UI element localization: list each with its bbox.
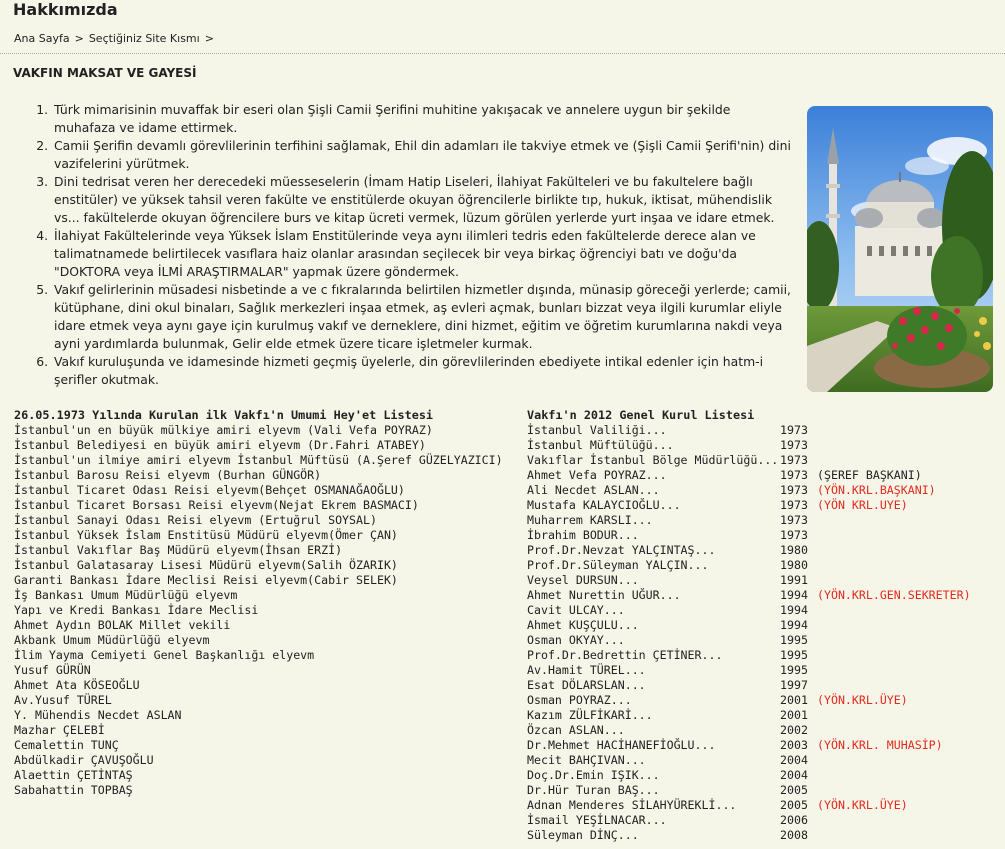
founder-row: İstanbul Vakıflar Baş Müdürü elyevm(İhsan ERZİ): [14, 543, 343, 557]
member-row: [527, 513, 1005, 528]
purpose-item: 1. Türk mimarisinin muvaffak bir eseri olan Şişli Camii Şerifini muhitine yakışacak ve annelere uygun bir şekilde muhafaza ve idame ettirmek.: [52, 101, 794, 137]
dotted-divider: [0, 53, 1005, 54]
founder-row: Cemalettin TUNÇ: [14, 738, 119, 752]
member-year: 1980: [780, 543, 808, 557]
member-year: 1995: [780, 648, 808, 662]
member-name: Osman POYRAZ...: [527, 693, 632, 707]
founder-row: Mazhar ÇELEBİ: [14, 723, 105, 737]
member-name: Vakıflar İstanbul Bölge Müdürlüğü...: [527, 453, 779, 467]
member-name: Doç.Dr.Emin IŞIK...: [527, 768, 660, 782]
founder-row: İstanbul Yüksek İslam Enstitüsü Müdürü elyevm(Ömer ÇAN): [14, 528, 398, 542]
member-row: [527, 768, 1005, 783]
member-year: 1980: [780, 558, 808, 572]
founder-row: Av.Yusuf TÜREL: [14, 693, 112, 707]
member-role: (YÖN.KRL.BAŞKANI): [817, 483, 936, 497]
purposes-list: [14, 101, 794, 389]
founder-row: İstanbul Belediyesi en büyük amiri elyevm (Dr.Fahri ATABEY): [14, 438, 426, 452]
founder-row: İstanbul Galatasaray Lisesi Müdürü elyevm(Salih ÖZARIK): [14, 558, 398, 572]
members-title: Vakfı'n 2012 Genel Kurul Listesi: [527, 408, 755, 422]
member-year: 2001: [780, 693, 808, 707]
member-name: İstanbul Müftülüğü...: [527, 438, 674, 452]
member-year: 2003: [780, 738, 808, 752]
member-row: [527, 588, 1005, 603]
founder-row: İstanbul'un en büyük mülkiye amiri elyevm (Vali Vefa POYRAZ): [14, 423, 433, 437]
breadcrumb: [14, 32, 219, 45]
breadcrumb-separator: >: [204, 32, 214, 45]
member-name: Adnan Menderes SİLAHYÜREKLİ...: [527, 798, 737, 812]
member-name: Prof.Dr.Nevzat YALÇINTAŞ...: [527, 543, 716, 557]
member-row: [527, 723, 1005, 738]
member-name: Ali Necdet ASLAN...: [527, 483, 660, 497]
member-year: 1994: [780, 618, 808, 632]
member-row: [527, 663, 1005, 678]
member-year: 2004: [780, 753, 808, 767]
member-year: 1973: [780, 438, 808, 452]
member-year: 2006: [780, 813, 808, 827]
member-role: (ŞEREF BAŞKANI): [817, 468, 922, 482]
member-name: Dr.Mehmet HACİHANEFİOĞLU...: [527, 738, 716, 752]
member-year: 2002: [780, 723, 808, 737]
purpose-item: 5. Vakıf gelirlerinin müsadesi nisbetinde a ve c fıkralarında belirtilen hizmetler dışında, münasip göreceği yerlerde; camii, kütüphane, dini okul binaları, Sağlık merkezleri inşaa etmek, aş evleri açmak, bunları bizzat veya ilgili kurumlar eliyle idare etmek veya aynı gaye için kurulmuş vakıf ve derneklere, dini hizmet, eğitim ve öğretim kurumlarına nakdi veya ayni yardımlarda bulunmak, Gelir elde etmek üzere ticare işletmeler kurmak.: [52, 281, 794, 353]
member-role: (YÖN.KRL.ÜYE): [817, 798, 908, 812]
purpose-item: 2. Camii Şerifin devamlı görevlilerinin terfihini sağlamak, Ehil din adamları ile takviye etmek ve (Şişli Camii Şerifi'nin) dini vazifelerini yürütmek.: [52, 137, 794, 173]
member-name: Dr.Hür Turan BAŞ...: [527, 783, 660, 797]
founder-row: Sabahattin TOPBAŞ: [14, 783, 133, 797]
member-year: 1991: [780, 573, 808, 587]
member-year: 2004: [780, 768, 808, 782]
member-row: [527, 543, 1005, 558]
breadcrumb-separator: >: [74, 32, 84, 45]
founder-row: Ahmet Aydın BOLAK Millet vekili: [14, 618, 231, 632]
member-row: [527, 528, 1005, 543]
member-name: İsmail YEŞİLNACAR...: [527, 813, 667, 827]
member-year: 2005: [780, 798, 808, 812]
member-name: Mustafa KALAYCIOĞLU...: [527, 498, 681, 512]
founder-row: Abdülkadir ÇAVUŞOĞLU: [14, 753, 154, 767]
founders-title: 26.05.1973 Yılında Kurulan ilk Vakfı'n Umumi Hey'et Listesi: [14, 408, 434, 422]
member-role: (YÖN.KRL. MUHASİP): [817, 738, 943, 752]
members-list: [527, 408, 1005, 843]
member-name: Av.Hamit TÜREL...: [527, 663, 646, 677]
founder-row: İstanbul Ticaret Odası Reisi elyevm(Behçet OSMANAĞAOĞLU): [14, 483, 405, 497]
founder-row: Yusuf GÜRÜN: [14, 663, 91, 677]
founder-row: Ahmet Ata KÖSEOĞLU: [14, 678, 140, 692]
member-name: İstanbul Valiliği...: [527, 423, 667, 437]
member-row: [527, 558, 1005, 573]
member-name: Süleyman DİNÇ...: [527, 828, 639, 842]
founder-row: Alaettin ÇETİNTAŞ: [14, 768, 133, 782]
founder-row: İstanbul Sanayi Odası Reisi elyevm (Ertuğrul SOYSAL): [14, 513, 377, 527]
founder-row: İstanbul Ticaret Borsası Reisi elyevm(Nejat Ekrem BASMACI): [14, 498, 419, 512]
founder-row: İş Bankası Umum Müdürlüğü elyevm: [14, 588, 238, 602]
member-year: 2005: [780, 783, 808, 797]
member-name: Mecit BAHÇIVAN...: [527, 753, 646, 767]
founder-row: Yapı ve Kredi Bankası İdare Meclisi: [14, 603, 259, 617]
breadcrumb-current-link[interactable]: Seçtiğiniz Site Kısmı: [88, 32, 200, 45]
member-row: [527, 693, 1005, 708]
member-row: [527, 738, 1005, 753]
founder-row: İstanbul Barosu Reisi elyevm (Burhan GÜNGÖR): [14, 468, 322, 482]
member-name: Ahmet Vefa POYRAZ...: [527, 468, 667, 482]
member-row: [527, 603, 1005, 618]
member-row: [527, 453, 1005, 468]
member-row: [527, 678, 1005, 693]
member-name: Kazım ZÜLFİKARİ...: [527, 708, 653, 722]
member-year: 1995: [780, 633, 808, 647]
member-row: [527, 573, 1005, 588]
member-row: [527, 753, 1005, 768]
breadcrumb-home-link[interactable]: Ana Sayfa: [14, 32, 70, 45]
member-year: 2008: [780, 828, 808, 842]
member-year: 1973: [780, 498, 808, 512]
member-year: 1994: [780, 588, 808, 602]
member-row: [527, 648, 1005, 663]
member-name: Prof.Dr.Bedrettin ÇETİNER...: [527, 648, 723, 662]
founder-row: İstanbul'un ilmiye amiri elyevm İstanbul Müftüsü (A.Şeref GÜZELYAZICI): [14, 453, 503, 467]
member-role: (YÖN.KRL.ÜYE): [817, 693, 908, 707]
member-row: [527, 498, 1005, 513]
member-name: Özcan ASLAN...: [527, 723, 625, 737]
member-name: İbrahim BODUR...: [527, 528, 639, 542]
member-row: [527, 813, 1005, 828]
member-row: [527, 468, 1005, 483]
member-row: [527, 618, 1005, 633]
member-name: Esat DÖLARSLAN...: [527, 678, 646, 692]
member-row: [527, 798, 1005, 813]
member-year: 1973: [780, 468, 808, 482]
purpose-item: 4. İlahiyat Fakültelerinde veya Yüksek İslam Enstitülerinde veya aynı ilimleri tedris eden fakültelerde derece alan ve talimatnamede belirtilecek vasıflara haiz olanlar arasından seçilecek bir veya birkaç öğrenciyi batı ve doğu'da "DOKTORA veya İLMİ ARAŞTIRMALAR" yapmak üzere göndermek.: [52, 227, 794, 281]
member-year: 1973: [780, 483, 808, 497]
founders-list: [14, 408, 514, 798]
member-row: [527, 633, 1005, 648]
member-year: 1973: [780, 423, 808, 437]
purpose-item: 6. Vakıf kuruluşunda ve idamesinde hizmeti geçmiş üyelerle, din görevlilerinden ebediyete intikal edenler için hatm-i şerifler okutmak.: [52, 353, 794, 389]
member-year: 1973: [780, 513, 808, 527]
member-year: 1973: [780, 453, 808, 467]
member-year: 1997: [780, 678, 808, 692]
member-row: [527, 828, 1005, 843]
member-role: (YÖN.KRL.GEN.SEKRETER): [817, 588, 971, 602]
member-row: [527, 423, 1005, 438]
member-year: 1973: [780, 528, 808, 542]
member-name: Prof.Dr.Süleyman YALÇIN...: [527, 558, 709, 572]
member-name: Cavit ULCAY...: [527, 603, 625, 617]
member-name: Ahmet KUŞÇULU...: [527, 618, 639, 632]
member-name: Osman OKYAY...: [527, 633, 625, 647]
page-title: Hakkımızda: [13, 0, 118, 19]
member-row: [527, 708, 1005, 723]
purpose-item: 3. Dini tedrisat veren her derecedeki müesseselerin (İmam Hatip Liseleri, İlahiyat Fakülteleri ve bu fakultelere bağlı enstitüler) ve yüksek tahsil veren fakülte ve enstitülerde okuyan öğrencilerle birlikte tıp, hukuk, iktisat, mühendislik vs... fakültelerde okuyan öğrencilere burs ve kitap ücreti vermek, lüzum görülen yerlerde yurt inşaa ve idare etmek.: [52, 173, 794, 227]
mosque-illustration: [807, 106, 993, 392]
member-name: Veysel DURSUN...: [527, 573, 639, 587]
member-row: [527, 483, 1005, 498]
member-name: Ahmet Nurettin UĞUR...: [527, 588, 681, 602]
section-heading: VAKFIN MAKSAT VE GAYESİ: [13, 66, 197, 80]
member-row: [527, 438, 1005, 453]
member-year: 1994: [780, 603, 808, 617]
founder-row: Akbank Umum Müdürlüğü elyevm: [14, 633, 210, 647]
mosque-photo: [807, 106, 993, 392]
founder-row: İlim Yayma Cemiyeti Genel Başkanlığı elyevm: [14, 648, 315, 662]
member-year: 1995: [780, 663, 808, 677]
founder-row: Garanti Bankası İdare Meclisi Reisi elyevm(Cabir SELEK): [14, 573, 398, 587]
member-row: [527, 783, 1005, 798]
member-role: (YÖN KRL.UYE): [817, 498, 908, 512]
member-year: 2001: [780, 708, 808, 722]
member-name: Muharrem KARSLI...: [527, 513, 653, 527]
founder-row: Y. Mühendis Necdet ASLAN: [14, 708, 182, 722]
